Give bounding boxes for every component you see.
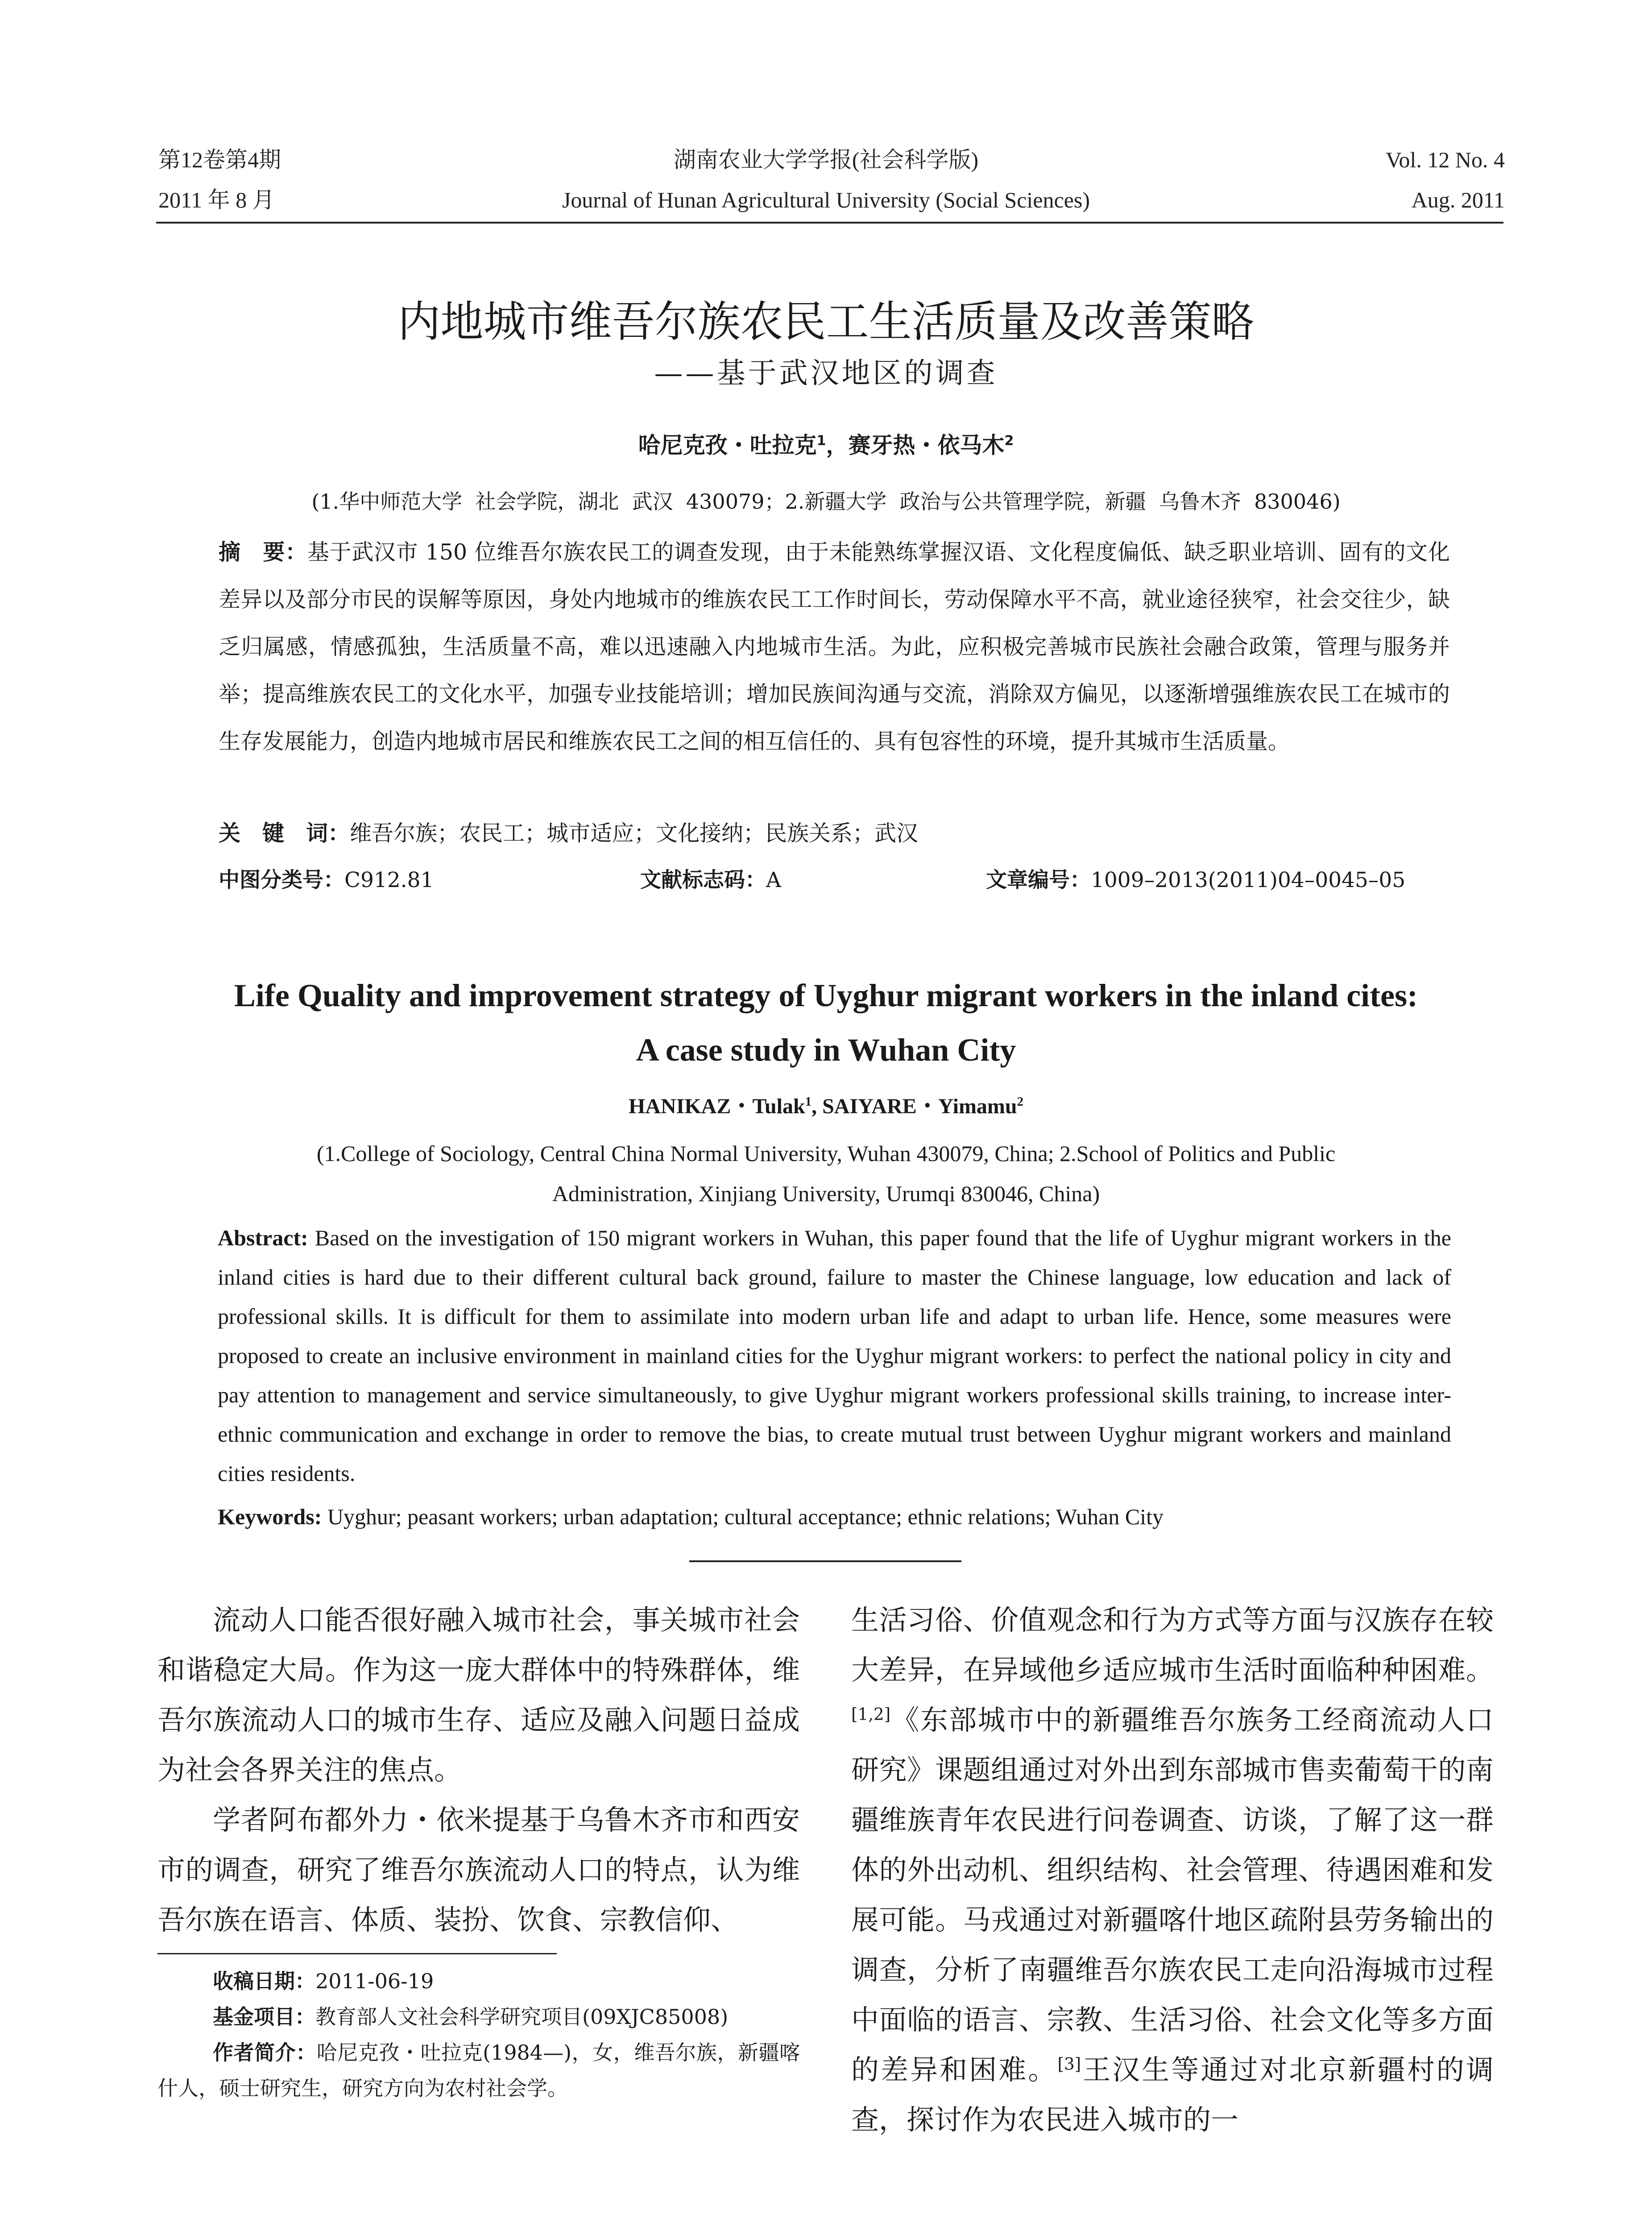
header-volume-en: Vol. 12 No. 4: [1385, 147, 1505, 172]
header-date-cn: 2011 年 8 月: [158, 187, 275, 212]
clc-label: 中图分类号：: [219, 868, 344, 892]
body-text-segment-c: 王汉生等通过对北京新疆村的调查，探讨作为农民进入城市的一: [851, 2053, 1494, 2136]
author-separator-en: ,: [812, 1095, 823, 1118]
keywords-cn: [219, 810, 1450, 857]
body-text-segment-a: 生活习俗、价值观念和行为方式等方面与汉族存在较大差异，在异域他乡适应城市生活时面临种种困难。: [851, 1604, 1494, 1686]
body-paragraph-3: [851, 1595, 1494, 2145]
keywords-en-label: Keywords:: [218, 1504, 322, 1529]
clc-value: C912.81: [344, 868, 434, 892]
keywords-en: [218, 1497, 1451, 1536]
footnote-received: [157, 1963, 800, 1999]
header-rule: [156, 222, 1503, 224]
footnote-rule: [157, 1953, 557, 1954]
paper-subtitle-cn: ——基于武汉地区的调查: [654, 357, 998, 390]
author-1-affil-en: 1: [805, 1095, 812, 1109]
author-bio-label: 作者简介：: [213, 2040, 317, 2065]
article-number-label: 文章编号：: [986, 868, 1091, 892]
paper-title-en-line2: A case study in Wuhan City: [636, 1032, 1016, 1068]
document-code-value: A: [766, 868, 781, 892]
author-bio-value: 哈尼克孜・吐拉克(1984—)，女，维吾尔族，新疆喀什人，硕士研究生，研究方向为农村社会学。: [157, 2040, 800, 2100]
body-paragraph-1: 流动人口能否很好融入城市社会，事关城市社会和谐稳定大局。作为这一庞大群体中的特殊群体，维吾尔族流动人口的城市生存、适应及融入问题日益成为社会各界关注的焦点。: [157, 1604, 800, 1786]
received-value: 2011-06-19: [315, 1969, 434, 1993]
author-separator-cn: ，: [826, 432, 849, 458]
header-volume-cn: 第12卷第4期: [158, 147, 281, 172]
footnote-author: [157, 2035, 800, 2106]
abstract-en-text: Based on the investigation of 150 migrant workers in Wuhan, this paper found that the life of Uyghur migrant workers in the inland cities is hard due to their different cultural back ground, failure to master the Chinese language, low education and lack of professional skills. It is difficult for them to assimilate into modern urban life and adapt to urban life. Hence, some measures were proposed to create an inclusive environment in mainland cities for the Uyghur migrant workers: to perfect the national policy in city and pay attention to management and service simultaneously, to give Uyghur migrant workers professional skills training, to increase inter-ethnic communication and exchange in order to remove the bias, to create mutual trust between Uyghur migrant workers and mainland cities residents.: [218, 1225, 1451, 1486]
affiliations-en-line2: Administration, Xinjiang University, Urumqi 830046, China): [552, 1181, 1100, 1206]
paper-title-en-line1: Life Quality and improvement strategy of Uyghur migrant workers in the inland cites:: [234, 978, 1418, 1013]
paper-title-cn: 内地城市维吾尔族农民工生活质量及改善策略: [397, 297, 1255, 347]
header-journal-cn: 湖南农业大学学报(社会科学版): [673, 147, 979, 172]
affiliations-en: [0, 1133, 1652, 1214]
header-date-en: Aug. 2011: [1411, 187, 1505, 212]
body-right-column: [851, 1595, 1494, 2145]
document-code: [640, 863, 781, 893]
header-journal-en: Journal of Hunan Agricultural University (Social Sciences): [562, 187, 1090, 212]
fund-value: 教育部人文社会科学研究项目(09XJC85008): [315, 2005, 729, 2029]
author-2-affil-en: 2: [1017, 1095, 1024, 1109]
abstract-cn-text: 基于武汉市 150 位维吾尔族农民工的调查发现，由于未能熟练掌握汉语、文化程度偏低、缺乏职业培训、固有的文化差异以及部分市民的误解等原因，身处内地城市的维族农民工工作时间长，劳动保障水平不高，就业途径狭窄，社会交往少，缺乏归属感，情感孤独，生活质量不高，难以迅速融入内地城市生活。为此，应积极完善城市民族社会融合政策，管理与服务并举；提高维族农民工的文化水平，加强专业技能培训；增加民族间沟通与交流，消除双方偏见，以逐渐增强维族农民工在城市的生存发展能力，创造内地城市居民和维族农民工之间的相互信任的、具有包容性的环境，提升其城市生活质量。: [219, 539, 1450, 754]
author-2-affil-cn: 2: [1004, 433, 1014, 449]
affiliations-en-line1: (1.College of Sociology, Central China Normal University, Wuhan 430079, China; 2.School of Politics and Public: [316, 1141, 1336, 1166]
article-number-value: 1009–2013(2011)04–0045–05: [1091, 868, 1406, 892]
keywords-cn-label: 关 键 词：: [219, 821, 350, 846]
document-code-label: 文献标志码：: [640, 868, 766, 892]
authors-cn: [0, 427, 1652, 460]
clc-code: [219, 863, 434, 893]
author-1-cn: 哈尼克孜・吐拉克: [638, 432, 817, 458]
keywords-cn-text: 维吾尔族；农民工；城市适应；文化接纳；民族关系；武汉: [350, 821, 919, 846]
authors-en: [0, 1089, 1652, 1120]
footnote-fund: [157, 1999, 800, 2035]
author-2-en: SAIYARE・Yimamu: [822, 1095, 1017, 1118]
author-1-en: HANIKAZ・Tulak: [628, 1095, 805, 1118]
affiliations-cn: (1.华中师范大学 社会学院，湖北 武汉 430079；2.新疆大学 政治与公共管理学院，新疆 乌鲁木齐 830046): [311, 489, 1341, 514]
body-paragraph-2: 学者阿布都外力・依米提基于乌鲁木齐市和西安市的调查，研究了维吾尔族流动人口的特点，认为维吾尔族在语言、体质、装扮、饮食、宗教信仰、: [157, 1804, 800, 1936]
abstract-cn: [219, 529, 1450, 765]
body-text-segment-b: 《东部城市中的新疆维吾尔族务工经商流动人口研究》课题组通过对外出到东部城市售卖葡萄干的南疆维族青年农民进行问卷调查、访谈，了解了这一群体的外出动机、组织结构、社会管理、待遇困难和发展可能。马戎通过对新疆喀什地区疏附县劳务输出的调查，分析了南疆维吾尔族农民工走向沿海城市过程中面临的语言、宗教、生活习俗、社会文化等多方面的差异和困难。: [851, 1704, 1494, 2086]
article-number: [986, 863, 1405, 893]
abstract-separator-rule: [689, 1560, 961, 1562]
author-2-cn: 赛牙热・依马木: [848, 432, 1005, 458]
body-left-column: [157, 1595, 800, 1945]
author-1-affil-cn: 1: [816, 433, 826, 449]
keywords-en-text: Uyghur; peasant workers; urban adaptation; cultural acceptance; ethnic relations; Wuhan City: [322, 1504, 1164, 1529]
abstract-cn-label: 摘 要：: [219, 539, 307, 565]
fund-label: 基金项目：: [213, 2005, 315, 2029]
footnotes: [157, 1963, 800, 2106]
abstract-en: [218, 1218, 1451, 1493]
citation-3: [3]: [1057, 2054, 1081, 2074]
abstract-en-label: Abstract:: [218, 1225, 308, 1250]
citation-1-2: [1,2]: [851, 1704, 891, 1724]
received-label: 收稿日期：: [213, 1969, 315, 1993]
